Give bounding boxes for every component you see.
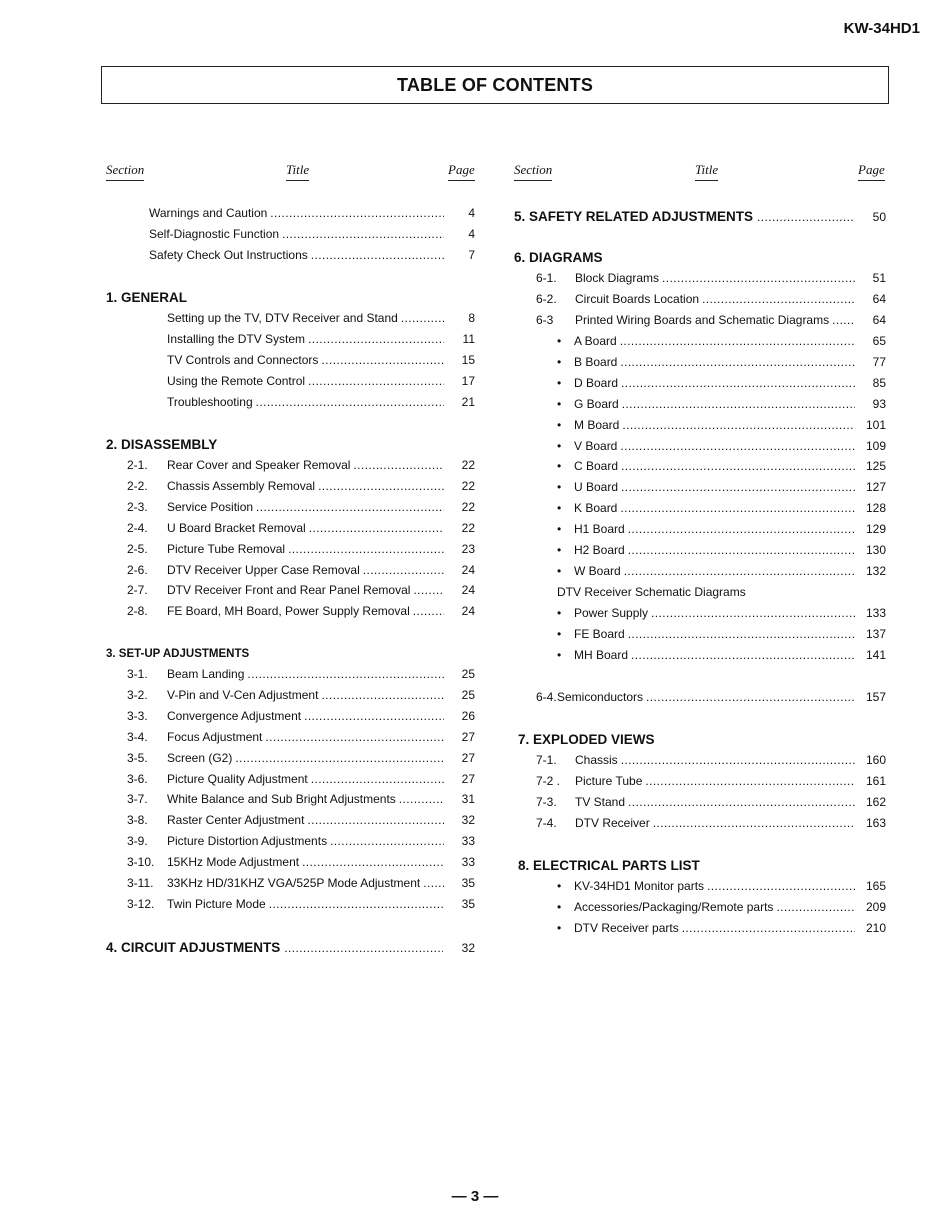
toc-entry-page: 22 (461, 499, 475, 514)
toc-entry[interactable] (127, 750, 475, 766)
toc-entry-number: 2-2. (127, 478, 148, 493)
toc-entry-title: DTV Receiver Upper Case Removal (167, 562, 360, 577)
dot-leader (757, 208, 854, 226)
toc-entry-title: Installing the DTV System (167, 331, 306, 346)
toc-entry-title: Block Diagrams (575, 271, 660, 285)
toc-entry[interactable] (536, 815, 886, 831)
section-heading-exploded-views: 7. EXPLODED VIEWS (518, 732, 655, 747)
bullet-icon: • (557, 396, 562, 411)
dot-leader (318, 478, 444, 494)
toc-entry-page: 51 (872, 271, 886, 285)
dot-leader (311, 771, 444, 787)
toc-entry-page: 4 (468, 226, 475, 241)
toc-entry-title: Focus Adjustment (167, 729, 263, 744)
bullet-icon: • (557, 879, 562, 893)
toc-entry-page: 27 (461, 729, 475, 744)
toc-entry[interactable] (536, 752, 886, 768)
toc-entry-page: 11 (462, 331, 475, 346)
dot-leader (662, 270, 855, 286)
toc-entry-page: 22 (461, 478, 475, 493)
dot-leader (645, 773, 855, 789)
title-header-left: Title (286, 162, 309, 181)
dot-leader (621, 458, 855, 474)
section-heading-disassembly: 2. DISASSEMBLY (106, 437, 218, 452)
toc-entry-page: 21 (461, 394, 475, 409)
toc-entry[interactable] (127, 791, 475, 807)
toc-entry[interactable] (127, 896, 475, 912)
toc-entry-title: Chassis Assembly Removal (167, 478, 316, 493)
toc-entry-title: FE Board, MH Board, Power Supply Removal (167, 604, 410, 619)
toc-entry-title: TV Controls and Connectors (167, 352, 319, 367)
toc-entry-page: 109 (865, 438, 886, 453)
toc-entry-title: Screen (G2) (167, 750, 233, 765)
dot-leader (308, 373, 444, 389)
toc-entry-title: V-Pin and V-Cen Adjustment (167, 687, 319, 702)
toc-entry-title: DTV Receiver Front and Rear Panel Removal (167, 583, 411, 598)
dot-leader (702, 291, 855, 307)
toc-entry-title: W Board (574, 563, 621, 578)
page-header-left: Page (448, 162, 475, 181)
toc-entry-title: FE Board (574, 626, 625, 641)
toc-entry-page: 137 (865, 626, 886, 641)
dot-leader (628, 794, 855, 810)
dot-leader (621, 479, 855, 495)
toc-entry-title: U Board (574, 480, 619, 495)
toc-entry[interactable] (167, 331, 475, 347)
dot-leader (413, 603, 444, 619)
dot-leader (401, 310, 444, 326)
dot-leader (621, 752, 855, 768)
toc-entry-number: 6-4. (536, 690, 557, 704)
toc-entry-number: 3-6. (127, 771, 148, 786)
toc-entry-page: 141 (865, 647, 886, 662)
toc-entry-page: 32 (461, 941, 475, 955)
dot-leader (620, 438, 855, 454)
toc-entry-page: 24 (461, 562, 475, 577)
toc-entry[interactable] (127, 499, 475, 515)
toc-entry-title: Power Supply (574, 605, 649, 620)
toc-entry-title: Rear Cover and Speaker Removal (167, 458, 351, 472)
bullet-icon: • (557, 354, 562, 369)
toc-entry[interactable] (557, 354, 886, 370)
dot-leader (651, 605, 855, 621)
toc-entry-page: 8 (468, 311, 475, 325)
dot-leader (288, 541, 444, 557)
page-header-right: Page (858, 162, 885, 181)
toc-entry[interactable] (557, 396, 886, 412)
section-heading: 4. CIRCUIT ADJUSTMENTS (106, 940, 281, 955)
toc-entry[interactable] (557, 899, 886, 915)
toc-entry-number: 7-4. (536, 815, 557, 830)
toc-entry[interactable] (557, 438, 886, 454)
dot-leader (620, 354, 855, 370)
dot-leader (832, 312, 855, 328)
toc-entry-page: 161 (865, 773, 886, 788)
toc-entry-title: Circuit Boards Location (575, 291, 700, 306)
title-box (101, 66, 889, 104)
toc-entry-title: Convergence Adjustment (167, 708, 302, 723)
toc-entry-title: Printed Wiring Boards and Schematic Diagrams (575, 312, 830, 327)
toc-entry-title: H1 Board (574, 522, 625, 537)
toc-entry-page: 25 (461, 667, 475, 681)
dot-leader (270, 205, 444, 221)
toc-entry[interactable] (149, 205, 475, 221)
toc-entry-title: Picture Distortion Adjustments (167, 834, 328, 849)
toc-entry[interactable] (127, 687, 475, 703)
toc-entry-number: 2-4. (127, 520, 148, 535)
toc-entry-title: White Balance and Sub Bright Adjustments (167, 792, 396, 807)
toc-entry[interactable] (127, 812, 475, 828)
toc-entry-page: 26 (461, 708, 475, 723)
dot-leader (628, 521, 855, 537)
toc-entry[interactable] (557, 521, 886, 537)
bullet-icon: • (557, 417, 562, 432)
toc-entry[interactable] (127, 854, 475, 870)
bullet-icon: • (557, 626, 562, 641)
toc-entry[interactable] (536, 312, 886, 328)
toc-entry-page: 101 (865, 417, 886, 432)
toc-entry-title: Warnings and Caution (149, 206, 268, 220)
dot-leader (646, 689, 855, 705)
toc-entry-page: 130 (865, 543, 886, 557)
dot-leader (304, 708, 444, 724)
toc-entry-number: 2-7. (127, 583, 148, 598)
toc-entry-number: 7-2 . (536, 773, 561, 788)
toc-entry-page: 33 (461, 834, 475, 849)
toc-entry-page: 27 (461, 750, 475, 765)
dot-leader (628, 626, 855, 642)
section-header-right: Section (514, 162, 552, 181)
title-header-right: Title (695, 162, 718, 181)
toc-entry[interactable] (127, 562, 475, 578)
dot-leader (309, 520, 444, 536)
page-number: — 3 — (451, 1188, 499, 1205)
bullet-icon: • (557, 920, 562, 935)
dot-leader (620, 500, 855, 516)
toc-entry-page: 77 (872, 354, 886, 369)
toc-entry-page: 22 (461, 520, 475, 535)
toc-entry-title: A Board (574, 334, 617, 348)
toc-entry-page: 35 (461, 876, 475, 890)
dot-leader (269, 896, 444, 912)
toc-entry-title: Picture Quality Adjustment (167, 771, 308, 786)
toc-entry-title: M Board (574, 417, 620, 432)
bullet-icon: • (557, 563, 562, 578)
toc-entry-title: Chassis (575, 753, 618, 767)
toc-entry-title: 33KHz HD/31KHZ VGA/525P Mode Adjustment (167, 876, 421, 890)
toc-entry-number: 3-3. (127, 708, 148, 723)
toc-entry-number: 6-2. (536, 291, 557, 306)
toc-entry[interactable] (557, 417, 886, 433)
toc-entry-title: Accessories/Packaging/Remote parts (574, 899, 774, 914)
dot-leader (321, 687, 444, 703)
bullet-icon: • (557, 334, 562, 348)
toc-entry-number: 7-1. (536, 753, 557, 767)
toc-entry[interactable] (557, 626, 886, 642)
toc-entry-page: 133 (865, 605, 886, 620)
section-heading-setup: 3. SET-UP ADJUSTMENTS (106, 648, 250, 660)
dot-leader (622, 417, 855, 433)
dot-leader (620, 333, 855, 349)
toc-entry-page: 24 (461, 604, 475, 619)
toc-entry-title: DTV Receiver Schematic Diagrams (557, 584, 746, 599)
toc-entry-title: U Board Bracket Removal (167, 520, 306, 535)
toc-entry-title: Using the Remote Control (167, 373, 306, 388)
toc-entry[interactable] (557, 605, 886, 621)
toc-entry-number: 3-4. (127, 729, 148, 744)
section-heading-diagrams: 6. DIAGRAMS (514, 250, 603, 265)
toc-entry-title: Semiconductors (557, 690, 644, 704)
toc-entry-title: D Board (574, 375, 619, 390)
dot-leader (776, 899, 855, 915)
toc-entry[interactable] (167, 310, 475, 326)
toc-entry-number: 3-5. (127, 750, 148, 765)
bullet-icon: • (557, 899, 562, 914)
section-heading: 5. SAFETY RELATED ADJUSTMENTS (514, 209, 754, 224)
toc-entry-page: 128 (865, 501, 886, 516)
dot-leader (363, 562, 444, 578)
toc-entry-page: 210 (865, 920, 886, 935)
left-column-headers (0, 162, 950, 182)
toc-entry[interactable] (557, 479, 886, 495)
toc-entry-page: 209 (865, 899, 886, 914)
toc-entry-page: 50 (872, 210, 886, 224)
toc-entry-page: 160 (865, 753, 886, 767)
section-heading-general: 1. GENERAL (106, 290, 188, 305)
page-title: TABLE OF CONTENTS (396, 74, 594, 95)
toc-entry[interactable] (557, 563, 886, 579)
toc-entry[interactable] (127, 771, 475, 787)
toc-entry-number: 3-7. (127, 792, 148, 807)
bullet-icon: • (557, 605, 562, 620)
toc-entry[interactable] (167, 394, 475, 410)
toc-entry-page: 15 (461, 352, 475, 367)
toc-entry-page: 17 (461, 373, 475, 388)
toc-entry-title: C Board (574, 459, 619, 474)
toc-entry-page: 157 (865, 690, 886, 704)
dot-leader (256, 499, 444, 515)
toc-entry-page: 33 (461, 855, 475, 870)
dot-leader (682, 920, 855, 936)
toc-entry[interactable] (557, 920, 886, 936)
section-safety-adjustments[interactable] (514, 208, 886, 226)
toc-entry-number: 3-9. (127, 834, 148, 849)
toc-entry-number: 3-8. (127, 813, 148, 828)
toc-entry[interactable] (127, 666, 475, 682)
toc-entry-number: 3-1. (127, 667, 148, 681)
toc-entry-title: Beam Landing (167, 667, 245, 681)
toc-entry-number: 6-3 (536, 312, 554, 327)
toc-entry-page: 127 (865, 480, 886, 495)
dot-leader (628, 542, 855, 558)
dot-leader (653, 815, 855, 831)
toc-entry-page: 93 (872, 396, 886, 411)
toc-entry-title: H2 Board (574, 543, 625, 557)
toc-entry-page: 162 (865, 794, 886, 809)
toc-entry[interactable] (536, 794, 886, 810)
toc-entry-page: 64 (872, 291, 886, 306)
toc-entry-number: 2-5. (127, 541, 148, 556)
toc-entry-page: 35 (461, 896, 475, 911)
toc-entry[interactable] (557, 878, 886, 894)
toc-entry-title: 15KHz Mode Adjustment (167, 855, 300, 870)
dot-leader (413, 582, 444, 598)
toc-entry-number: 3-2. (127, 687, 148, 702)
toc-entry-page: 65 (872, 334, 886, 348)
toc-entry-title: Picture Tube Removal (167, 541, 286, 556)
toc-entry-title: Safety Check Out Instructions (149, 247, 308, 262)
toc-entry[interactable] (127, 582, 475, 598)
toc-entry-page: 32 (461, 813, 475, 828)
toc-entry[interactable] (149, 247, 475, 263)
toc-entry-title: DTV Receiver parts (574, 920, 679, 935)
dot-leader (265, 729, 444, 745)
toc-entry[interactable] (536, 270, 886, 286)
toc-entry[interactable] (127, 457, 475, 473)
toc-entry[interactable] (557, 333, 886, 349)
toc-entry[interactable] (557, 647, 886, 663)
toc-entry-title: V Board (574, 438, 618, 453)
toc-entry-page: 4 (468, 206, 475, 220)
toc-entry-title: Setting up the TV, DTV Receiver and Stand (167, 311, 398, 325)
toc-entry-page: 125 (865, 459, 886, 474)
toc-entry-title: MH Board (574, 647, 629, 662)
toc-entry-title: TV Stand (575, 794, 626, 809)
toc-entry-page: 31 (461, 792, 475, 807)
dot-leader (282, 226, 444, 242)
toc-entry[interactable] (557, 500, 886, 516)
toc-entry-number: 2-3. (127, 499, 148, 514)
dot-leader (621, 375, 855, 391)
toc-entry-title: Picture Tube (575, 773, 643, 788)
toc-entry[interactable] (557, 542, 886, 558)
toc-entry-page: 22 (461, 458, 475, 472)
dot-leader (624, 563, 855, 579)
toc-entry-page: 165 (865, 879, 886, 893)
toc-entry[interactable] (127, 478, 475, 494)
toc-entry-title: B Board (574, 354, 618, 369)
toc-entry-page: 64 (872, 312, 886, 327)
toc-entry[interactable] (167, 373, 475, 389)
toc-entry[interactable] (149, 226, 475, 242)
toc-entry-title: Twin Picture Mode (167, 896, 266, 911)
toc-entry[interactable] (127, 708, 475, 724)
toc-entry-number: 2-6. (127, 562, 148, 577)
toc-entry-title: Troubleshooting (167, 394, 253, 409)
toc-entry[interactable] (536, 291, 886, 307)
bullet-icon: • (557, 522, 562, 537)
toc-entry-title: Raster Center Adjustment (167, 813, 305, 828)
dot-leader (311, 247, 444, 263)
dot-leader (622, 396, 855, 412)
dot-leader (302, 854, 444, 870)
toc-entry-title: KV-34HD1 Monitor parts (574, 879, 705, 893)
toc-entry[interactable] (557, 375, 886, 391)
section-heading-parts-list: 8. ELECTRICAL PARTS LIST (518, 858, 700, 873)
bullet-icon: • (557, 438, 562, 453)
toc-entry-page: 85 (872, 375, 886, 390)
toc-entry-number: 2-1. (127, 458, 148, 472)
section-circuit-adjustments[interactable] (106, 939, 475, 957)
bullet-icon: • (557, 375, 562, 390)
toc-entry[interactable] (536, 773, 886, 789)
toc-entry-semiconductors[interactable] (536, 689, 886, 705)
dot-leader (423, 875, 444, 891)
toc-entry-page: 129 (865, 522, 886, 537)
dot-leader (308, 331, 444, 347)
toc-entry-page: 132 (865, 563, 886, 578)
dot-leader (247, 666, 444, 682)
toc-entry-page: 27 (461, 771, 475, 786)
bullet-icon: • (557, 480, 562, 495)
dot-leader (235, 750, 444, 766)
toc-entry-number: 3-10. (127, 855, 155, 870)
toc-entry-number: 6-1. (536, 271, 557, 285)
toc-entry-number: 7-3. (536, 794, 557, 809)
dot-leader (631, 647, 855, 663)
bullet-icon: • (557, 647, 562, 662)
dot-leader (307, 812, 444, 828)
toc-entry-page: 7 (468, 247, 475, 262)
toc-entry[interactable] (127, 541, 475, 557)
toc-entry-title: G Board (574, 396, 619, 411)
section-header-left: Section (106, 162, 144, 181)
dtv-schematic-label (557, 584, 746, 600)
toc-entry-title: Self-Diagnostic Function (149, 226, 280, 241)
toc-entry-title: K Board (574, 501, 618, 516)
toc-entry-number: 3-12. (127, 896, 155, 911)
toc-entry-number: 3-11. (127, 876, 154, 890)
dot-leader (256, 394, 444, 410)
bullet-icon: • (557, 459, 562, 474)
toc-entry-page: 24 (461, 583, 475, 598)
toc-entry-number: 2-8. (127, 604, 148, 619)
toc-entry[interactable] (127, 520, 475, 536)
model-number: KW-34HD1 (843, 20, 920, 37)
bullet-icon: • (557, 543, 562, 557)
dot-leader (330, 833, 444, 849)
dot-leader (707, 878, 855, 894)
toc-entry-page: 163 (865, 815, 886, 830)
toc-entry-title: DTV Receiver (575, 815, 650, 830)
dot-leader (284, 939, 443, 957)
dot-leader (321, 352, 444, 368)
toc-entry-page: 23 (461, 541, 475, 556)
toc-entry[interactable] (167, 352, 475, 368)
toc-entry[interactable] (127, 875, 475, 891)
toc-entry[interactable] (127, 603, 475, 619)
toc-entry[interactable] (557, 458, 886, 474)
toc-entry-title: Service Position (167, 499, 254, 514)
dot-leader (353, 457, 444, 473)
toc-entry[interactable] (127, 833, 475, 849)
toc-entry[interactable] (127, 729, 475, 745)
toc-entry-page: 25 (461, 687, 475, 702)
bullet-icon: • (557, 501, 562, 516)
dot-leader (399, 791, 444, 807)
